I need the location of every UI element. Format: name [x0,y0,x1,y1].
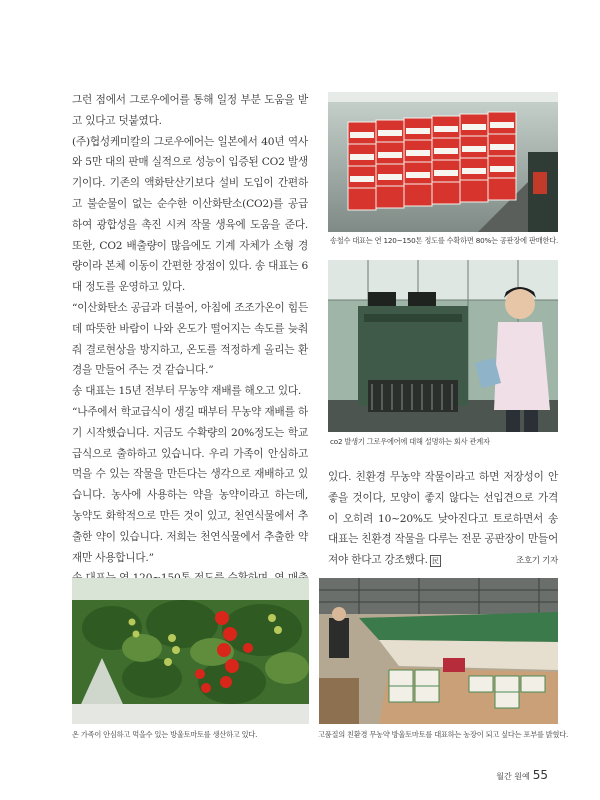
end-mark: 民 [431,557,439,566]
page-number: 55 [532,768,548,782]
quote-paragraph: “이산화탄소 공급과 더불어, 아침에 조조가온이 힘든데 따뜻한 바람이 나와 온도가 떨어지는 속도를 늦춰줘 결로현상을 방지하고, 온도를 적정하게 올리는 환경을 만들어 주는 것 같습니다.” [72,301,308,377]
photo-tomato-boxes [328,92,558,232]
paragraph: 송 대표는 15년 전부터 무농약 재배를 해오고 있다. [72,385,302,398]
page-folio [496,768,548,782]
byline: 조호기 기자 [516,555,558,566]
photo-packing-facility [319,578,558,724]
photo-cherry-tomato-vines [72,578,309,724]
paragraph: 그런 점에서 그로우에어를 통해 일정 부분 도움을 받고 있다고 덧붙였다. [72,94,308,127]
caption-photo-2: co2 발생기 그로우에어에 대해 설명하는 회사 관계자 [330,437,490,446]
paragraph: (주)협성케미칼의 그로우에어는 일본에서 40년 역사와 5만 대의 판매 실적으로 성능이 입증된 CO2 발생기이다. 기존의 액화탄산기보다 설비 도입이 간편하고 불순물이 없는 순수한 이산화탄소(CO2)를 공급하여 광합성을 촉진 시켜 작물 생육에 도움을 준다. 또한, CO2 배출량이 많음에도 기계 자체가 소형 경량이라 본체 이동이 간편한 장점이 있다. 송 대표는 6대 정도를 운영하고 있다. [72,135,308,294]
magazine-name: 월간 원예 [496,772,530,781]
caption-photo-3: 온 가족이 안심하고 먹을수 있는 방울토마토를 생산하고 있다. [72,730,258,739]
paragraph [328,467,558,571]
quote-paragraph: “나주에서 학교급식이 생길 때부터 무농약 재배를 하기 시작했습니다. 지금도 수확량의 20%정도는 학교급식으로 출하하고 있습니다. 우리 가족이 안심하고 먹을 수 있는 작물을 만든다는 생각으로 재배하고 있습니다. 농사에 사용하는 약을 농약이라고 하는데, 농약도 화학적으로 만든 것이 있고, 천연식물에서 추출한 약이 있습니다. 저희는 천연식물에서 추출한 약재만 사용합니다.” [72,405,308,564]
caption-photo-4: 고품질의 친환경 무농약 방울토마토를 대표하는 농장이 되고 싶다는 포부를 밝혔다. [318,730,569,739]
paragraph-text: 있다. 친환경 무농약 작물이라고 하면 저장성이 안 좋을 것이다, 모양이 좋지 않다는 선입견으로 가격이 오히려 10~20%도 낮아진다고 토로하면서 송 대표는 친환경 작물을 다루는 전문 공판장이 만들어져야 한다고 강조했다. [328,471,558,567]
caption-photo-1: 송철수 대표는 연 120~150톤 정도를 수확하면 80%는 공판장에 판매한다. [330,236,559,245]
photo-co2-generator [328,260,558,432]
article-body-right [328,467,558,571]
article-body-left [72,90,308,652]
